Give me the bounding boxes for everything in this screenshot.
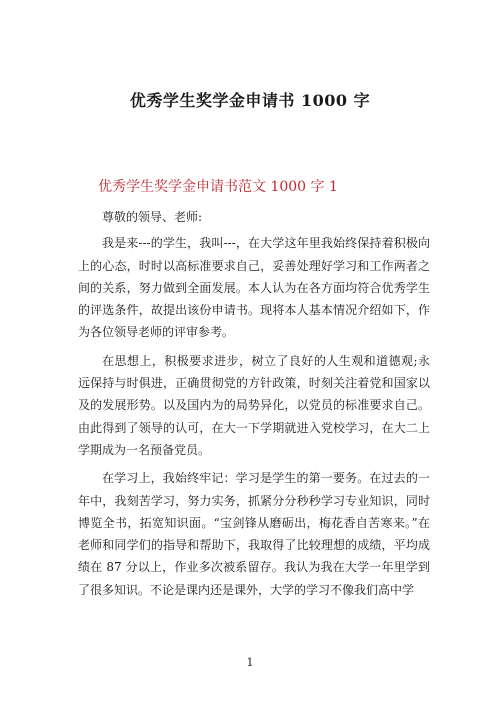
page-number: 1 (246, 656, 254, 669)
paragraph-study: 在学习上，我始终牢记：学习是学生的第一要务。在过去的一年中，我刻苦学习，努力实务，抓紧分分秒秒学习专业知识，同时博览全书，拓宽知识面。“宝剑锋从磨砺出，梅花香自苦寒来。”在老师和同学们的指导和帮助下，我取得了比较理想的成绩，平均成绩在 87 分以上，作业多次被系留存。我认为我在大学一年里学到了很多知识。不论是课内还是课外，大学的学习不像我们高中学 (78, 471, 430, 597)
salutation: 尊敬的领导、老师: (102, 210, 203, 224)
document-title: 优秀学生奖学金申请书 1000 字 (129, 91, 371, 110)
section-title: 优秀学生奖学金申请书范文 1000 字 1 (98, 179, 338, 195)
paragraph-ideology: 在思想上，积极要求进步，树立了良好的人生观和道德观;永远保持与时俱进，正确贯彻党的方针政策，时刻关注着党和国家以及的发展形势。以及国内为的局势异化，以党员的标准要求自己。由此得到了领导的认可，在大一下学期就进入党校学习，在大二上学期成为一名预备党员。 (78, 353, 430, 457)
paragraph-intro: 我是来---的学生，我叫---，在大学这年里我始终保持着积极向上的心态，时时以高标准要求自己，妥善处理好学习和工作两者之间的关系，努力做到全面发展。本人认为在各方面均符合优秀学生的评选条件，故提出该份申请书。现将本人基本情况介绍如下，作为各位领导老师的评审参考。 (78, 236, 430, 340)
body-text (78, 206, 430, 607)
